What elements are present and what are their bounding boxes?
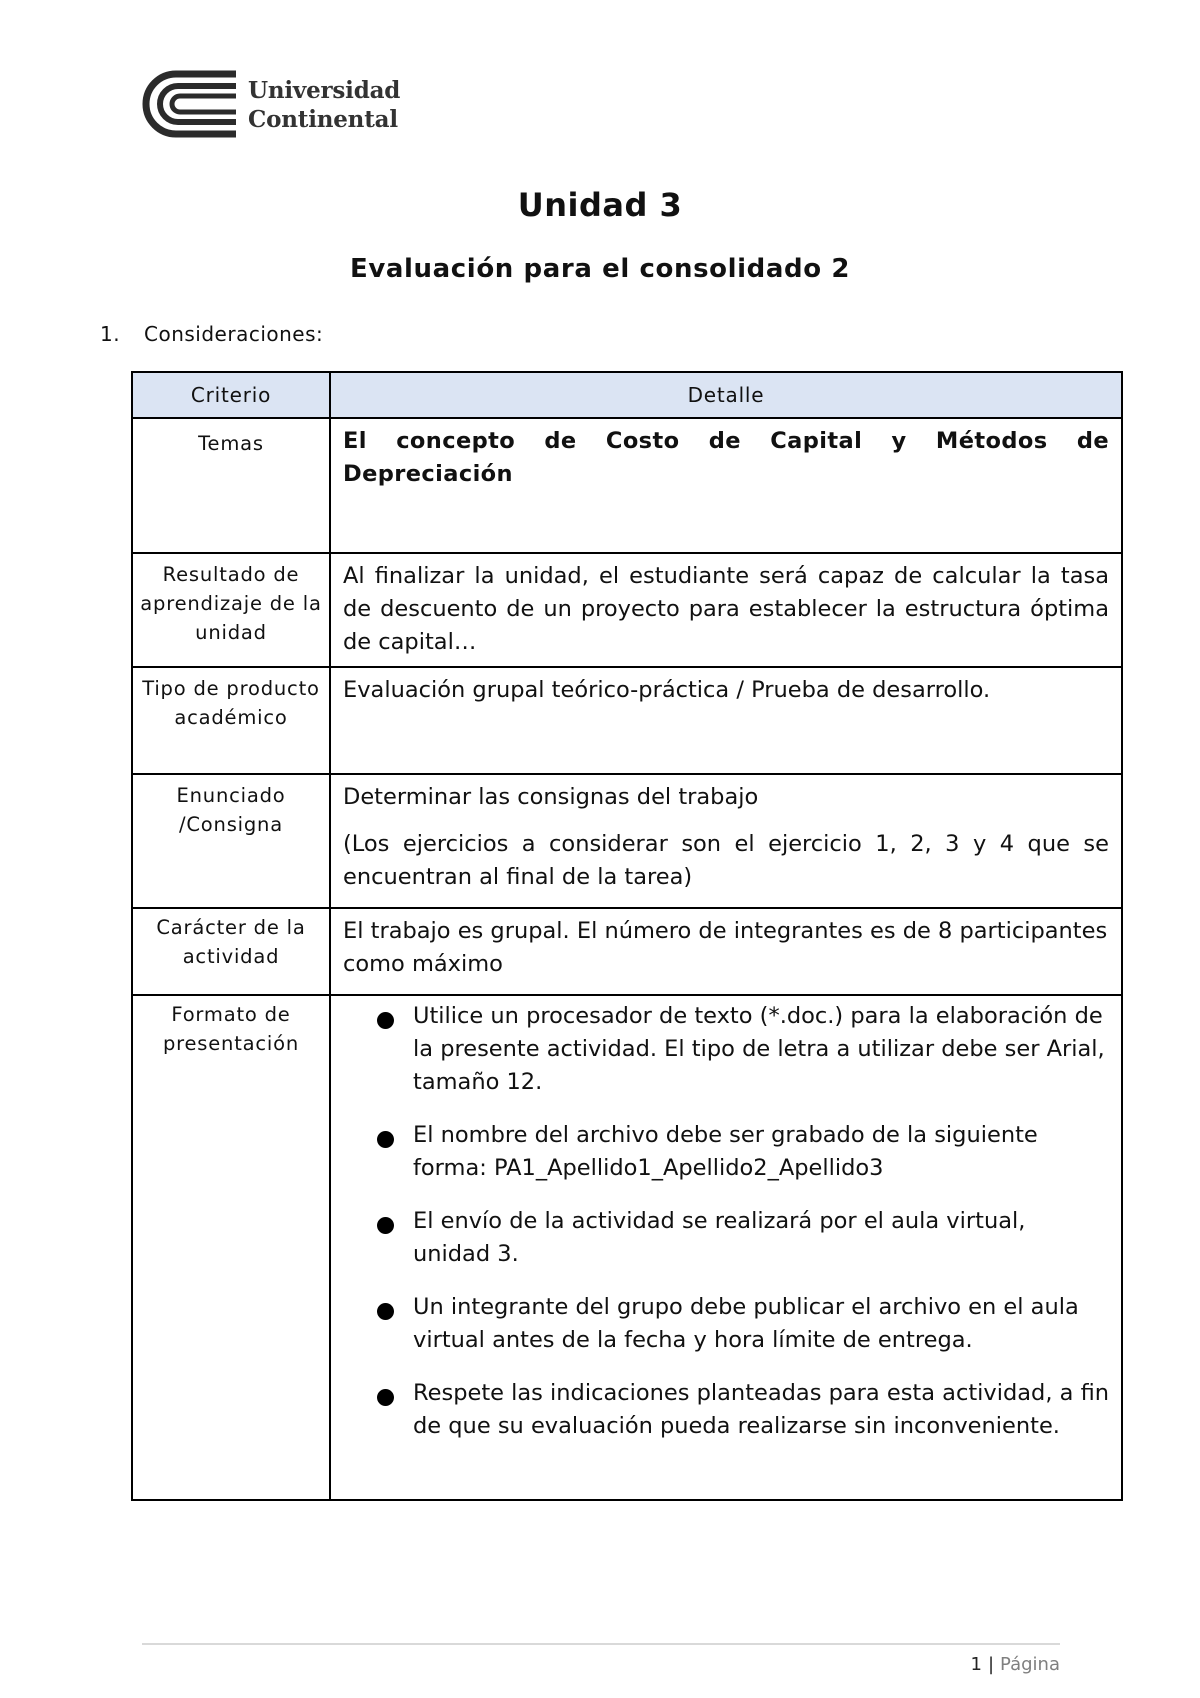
bullet-text: El nombre del archivo debe ser grabado de la siguiente forma: PA1_Apellido1_Apellido2_Apellido3 [413,1122,1038,1181]
criterio-resultado: Resultado de aprendizaje de la unidad [132,553,330,667]
detalle-caracter: El trabajo es grupal. El número de integrantes es de 8 participantes como máximo [330,908,1122,995]
criterio-formato: Formato de presentación [132,995,330,1500]
table-row-formato [132,995,1122,1500]
list-item [377,1119,1109,1185]
criterio-tipo: Tipo de producto académico [132,667,330,774]
page-label: Página [1000,1654,1060,1675]
formato-bullet-list [343,1000,1109,1443]
table-header-row [132,372,1122,418]
page-footer [971,1654,1060,1675]
bullet-icon [377,1217,394,1234]
university-name-line1: Universidad [248,77,401,104]
list-item [377,1291,1109,1357]
bullet-icon [377,1303,394,1320]
bullet-icon [377,1012,394,1029]
considerations-table [131,371,1123,1501]
section-heading [100,322,323,346]
criterio-enunciado: Enunciado /Consigna [132,774,330,908]
enunciado-paragraph-2: (Los ejercicios a considerar son el ejercicio 1, 2, 3 y 4 que se encuentran al final de la tarea) [343,831,1109,890]
header-criterio: Criterio [132,372,330,418]
table-row-enunciado [132,774,1122,908]
bullet-text: El envío de la actividad se realizará por el aula virtual, unidad 3. [413,1208,1026,1267]
university-name [248,76,400,134]
detalle-formato [330,995,1122,1500]
header-detalle: Detalle [330,372,1122,418]
detalle-enunciado [330,774,1122,908]
enunciado-paragraph-1: Determinar las consignas del trabajo [343,784,759,810]
detalle-temas: El concepto de Costo de Capital y Métodos de Depreciación [330,418,1122,553]
section-label: Consideraciones: [144,322,324,346]
section-number: 1. [100,322,121,346]
detalle-tipo: Evaluación grupal teórico-práctica / Prueba de desarrollo. [330,667,1122,774]
bullet-icon [377,1389,394,1406]
table-row-tipo [132,667,1122,774]
university-logo-mark-icon [140,68,240,140]
list-item [377,1000,1109,1099]
footer-separator: | [987,1654,995,1675]
bullet-text: Utilice un procesador de texto (*.doc.) para la elaboración de la presente actividad. El tipo de letra a utilizar debe ser Arial, tamaño 12. [413,1003,1105,1095]
document-title: Unidad 3 [517,186,683,224]
table-row-caracter [132,908,1122,995]
bullet-text: Un integrante del grupo debe publicar el archivo en el aula virtual antes de la fecha y hora límite de entrega. [413,1294,1079,1353]
list-item [377,1377,1109,1443]
university-name-line2: Continental [248,106,398,133]
page-number: 1 [970,1654,982,1675]
criterio-temas: Temas [132,418,330,553]
criterio-caracter: Carácter de la actividad [132,908,330,995]
table-row-resultado [132,553,1122,667]
bullet-text: Respete las indicaciones planteadas para esta actividad, a fin de que su evaluación pueda realizarse sin inconveniente. [413,1380,1110,1439]
university-logo [140,68,400,140]
list-item [377,1205,1109,1271]
table-row-temas [132,418,1122,553]
document-subtitle: Evaluación para el consolidado 2 [349,254,851,284]
footer-divider [142,1643,1060,1645]
detalle-resultado: Al finalizar la unidad, el estudiante será capaz de calcular la tasa de descuento de un proyecto para establecer la estructura óptima de capital… [330,553,1122,667]
bullet-icon [377,1131,394,1148]
